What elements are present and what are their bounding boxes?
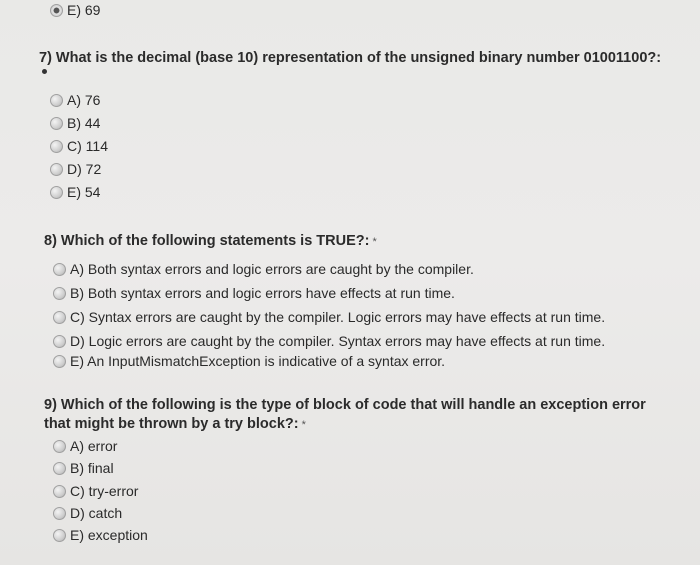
q8-option-d[interactable]: [53, 331, 605, 351]
q9-option-d[interactable]: [53, 503, 122, 523]
option-label: A) error: [70, 438, 118, 454]
option-label: D) catch: [70, 505, 123, 521]
option-label: C) try-error: [70, 483, 139, 499]
radio-icon[interactable]: [50, 94, 63, 107]
q7-option-c[interactable]: [50, 136, 108, 156]
q9-option-c[interactable]: [53, 481, 138, 501]
q9-option-b[interactable]: [53, 458, 114, 478]
option-label: D) Logic errors are caught by the compiler. Syntax errors may have effects at run time.: [70, 333, 606, 349]
question-9-title-line1: 9) Which of the following is the type of block of code that will handle an exception error: [44, 397, 646, 413]
radio-icon[interactable]: [53, 462, 66, 475]
radio-icon[interactable]: [53, 335, 66, 348]
radio-selected-icon[interactable]: [50, 4, 63, 17]
option-label: C) 114: [67, 138, 108, 154]
q9-option-a[interactable]: [53, 436, 117, 456]
option-label: B) Both syntax errors and logic errors have effects at run time.: [70, 285, 455, 301]
q8-option-b[interactable]: [53, 283, 455, 303]
radio-icon[interactable]: [53, 507, 66, 520]
question-7-title: 7) What is the decimal (base 10) representation of the unsigned binary number 01001100?:: [39, 50, 662, 66]
q8-option-c[interactable]: [53, 307, 605, 327]
option-label: E) 54: [67, 184, 101, 200]
q7-option-e[interactable]: [50, 182, 100, 202]
q8-option-e[interactable]: [53, 351, 445, 371]
radio-icon[interactable]: [53, 485, 66, 498]
radio-icon[interactable]: [50, 117, 63, 130]
radio-icon[interactable]: [53, 440, 66, 453]
option-label: E) exception: [70, 527, 148, 543]
question-9-title-line2: [44, 415, 306, 435]
question-9-text: that might be thrown by a try block?:: [44, 416, 299, 432]
required-marker: *: [372, 236, 377, 248]
question-8-text: 8) Which of the following statements is TRUE?:: [44, 233, 370, 249]
required-marker: *: [301, 419, 306, 431]
option-label: D) 72: [67, 161, 102, 177]
q7-option-a[interactable]: [50, 90, 100, 110]
radio-icon[interactable]: [53, 311, 66, 324]
q9-option-e[interactable]: [53, 525, 148, 545]
option-label: E) 69: [67, 2, 101, 18]
question-8-title: [44, 232, 377, 252]
radio-icon[interactable]: [50, 163, 63, 176]
q7-option-b[interactable]: [50, 113, 100, 133]
option-label: E) An InputMismatchException is indicative of a syntax error.: [70, 353, 446, 369]
radio-icon[interactable]: [50, 140, 63, 153]
radio-icon[interactable]: [53, 355, 66, 368]
prev-option-e[interactable]: [50, 0, 100, 20]
option-label: C) Syntax errors are caught by the compiler. Logic errors may have effects at run time.: [70, 309, 606, 325]
option-label: A) Both syntax errors and logic errors are caught by the compiler.: [70, 261, 474, 277]
radio-icon[interactable]: [53, 287, 66, 300]
required-dot-icon: [42, 69, 47, 74]
option-label: A) 76: [67, 92, 101, 108]
option-label: B) final: [70, 460, 114, 476]
q8-option-a[interactable]: [53, 259, 474, 279]
radio-icon[interactable]: [53, 263, 66, 276]
radio-icon[interactable]: [53, 529, 66, 542]
q7-option-d[interactable]: [50, 159, 101, 179]
radio-icon[interactable]: [50, 186, 63, 199]
option-label: B) 44: [67, 115, 101, 131]
